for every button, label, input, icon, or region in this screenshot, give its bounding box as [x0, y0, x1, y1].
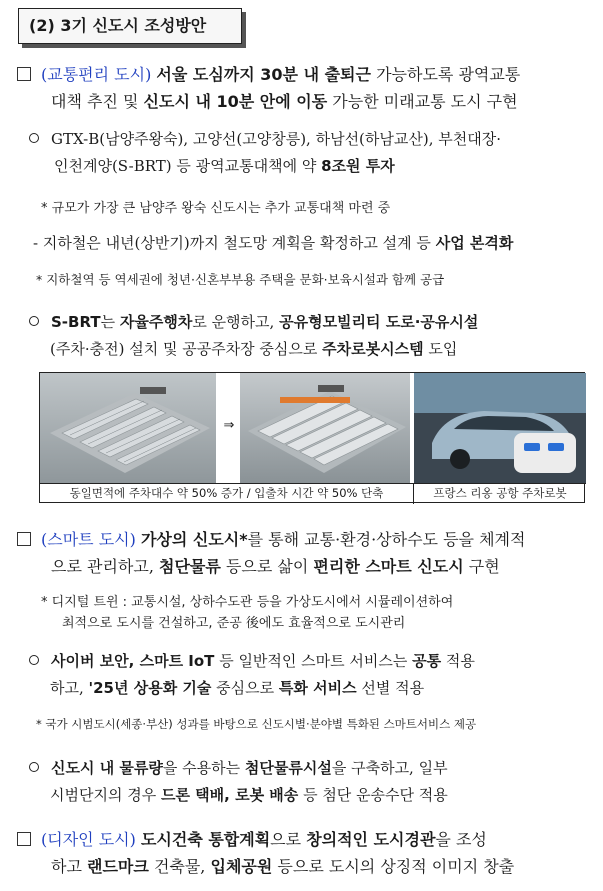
emphasis: 사이버 보안, 스마트 IoT	[51, 652, 215, 670]
parking-caption: 동일면적에 주차대수 약 50% 증가 / 입출차 시간 약 50% 단축	[40, 484, 414, 504]
emphasis: '25년 상용화 기술	[88, 679, 212, 697]
text: 으로	[270, 830, 302, 849]
emphasis: 가상의 신도시*	[140, 530, 248, 549]
cyber-bullet	[29, 650, 475, 671]
smart-city-heading	[17, 527, 525, 550]
transport-tag: (교통편리 도시)	[41, 65, 152, 84]
emphasis: 도시건축 통합계획	[140, 830, 271, 849]
emphasis: 첨단물류시설	[244, 759, 332, 777]
sbrt-line-2	[50, 338, 457, 359]
emphasis: 랜드마크	[87, 857, 149, 876]
emphasis: 첨단물류	[159, 557, 221, 576]
station-housing-note: * 지하철역 등 역세권에 청년·신혼부부용 주택을 문화·보육시설과 함께 공급	[36, 272, 445, 287]
checkbox-icon	[17, 832, 31, 846]
design-tag: (디자인 도시)	[41, 830, 136, 849]
text: 하고,	[50, 679, 84, 697]
text: 를 통해 교통·환경·상하수도 등을 체계적	[247, 530, 526, 549]
emphasis: 신도시 내 10분 안에 이동	[143, 92, 328, 111]
text: 을 구축하고, 일부	[331, 759, 448, 777]
text: - 지하철은 내년(상반기)까지 철도망 계획을 확정하고 설계 등	[33, 234, 431, 252]
design-city-heading	[17, 827, 487, 850]
circle-bullet-icon	[29, 655, 39, 665]
emphasis: 입체공원	[210, 857, 273, 876]
checkbox-icon	[17, 532, 31, 546]
parking-before-image	[40, 373, 216, 483]
section-title: (2) 3기 신도시 조성방안	[18, 8, 242, 44]
smart-line-2	[51, 554, 500, 577]
text: 대책 추진 및	[51, 92, 139, 111]
logistics-line-2	[50, 784, 448, 805]
emphasis: S-BRT	[51, 313, 101, 331]
smart-tag: (스마트 도시)	[41, 530, 136, 549]
text: 등 첨단 운송수단 적용	[303, 786, 448, 804]
parking-image-strip	[39, 372, 585, 503]
text: 을 조성	[435, 830, 487, 849]
text: 로 운행하고,	[192, 313, 275, 331]
circle-bullet-icon	[29, 762, 39, 772]
gtx-line-2	[54, 155, 395, 176]
text: 등으로 도시의 상징적 이미지 창출	[277, 857, 515, 876]
design-line-2	[51, 854, 514, 877]
transport-emphasis: 서울 도심까지 30분 내 출퇴근	[156, 65, 371, 84]
emphasis: 공유형모빌리티 도로·공유시설	[279, 313, 479, 331]
checkbox-icon	[17, 67, 31, 81]
digital-twin-note-2: 최적으로 도시를 건설하고, 준공 後에도 효율적으로 도시관리	[62, 616, 406, 631]
text: 을 수용하는	[162, 759, 241, 777]
emphasis: 자율주행차	[119, 313, 193, 331]
text: 구현	[468, 557, 500, 576]
subway-dash	[33, 232, 513, 253]
text: 도입	[428, 340, 458, 358]
gtx-bullet	[29, 128, 501, 149]
arrow-icon: ⇒	[223, 418, 235, 433]
emphasis: 신도시 내 물류량	[51, 759, 163, 777]
investment-amount: 8조원 투자	[321, 157, 395, 175]
pilot-city-note: * 국가 시범도시(세종·부산) 성과를 바탕으로 신도시별·분야별 특화된 스마트서비스 제공	[36, 717, 477, 731]
transport-text: 가능하도록 광역교통	[376, 65, 521, 84]
text: 인천계양(S-BRT) 등 광역교통대책에 약	[54, 157, 317, 175]
text: 선별 적용	[361, 679, 425, 697]
text: 등으로 삶이	[225, 557, 309, 576]
sbrt-bullet	[29, 311, 478, 332]
emphasis: 특화 서비스	[278, 679, 357, 697]
lyon-parking-robot-photo	[414, 373, 586, 483]
robot-caption: 프랑스 리옹 공항 주차로봇	[433, 486, 567, 500]
text: 는	[100, 313, 116, 331]
emphasis: 주차로봇시스템	[322, 340, 424, 358]
wangsuk-note: * 규모가 가장 큰 남양주 왕숙 신도시는 추가 교통대책 마련 중	[41, 201, 391, 216]
text: 하고	[51, 857, 82, 876]
emphasis: 드론 택배, 로봇 배송	[160, 786, 299, 804]
text: 건축물,	[153, 857, 206, 876]
text: 으로 관리하고,	[51, 557, 154, 576]
transport-city-heading	[17, 62, 520, 85]
emphasis: 편리한 스마트 신도시	[313, 557, 464, 576]
circle-bullet-icon	[29, 133, 39, 143]
text: 시범단지의 경우	[50, 786, 157, 804]
parking-after-image	[240, 373, 410, 483]
text: 중심으로	[216, 679, 275, 697]
logistics-bullet	[29, 757, 448, 778]
text: 등 일반적인 스마트 서비스는	[219, 652, 408, 670]
text: 적용	[445, 652, 475, 670]
cyber-line-2	[50, 677, 424, 698]
emphasis: 공통	[412, 652, 442, 670]
text: (주차·충전) 설치 및 공공주차장 중심으로	[50, 340, 318, 358]
gtx-text: GTX-B(남양주왕숙), 고양선(고양창릉), 하남선(하남교산), 부천대장·	[51, 130, 501, 148]
emphasis: 창의적인 도시경관	[306, 830, 436, 849]
digital-twin-note: * 디지털 트윈 : 교통시설, 상하수도관 등을 가상도시에서 시뮬레이션하여	[41, 595, 454, 610]
transport-line-2	[51, 89, 518, 112]
emphasis: 사업 본격화	[435, 234, 514, 252]
image-caption-row	[40, 483, 586, 503]
text: 가능한 미래교통 도시 구현	[332, 92, 518, 111]
circle-bullet-icon	[29, 316, 39, 326]
